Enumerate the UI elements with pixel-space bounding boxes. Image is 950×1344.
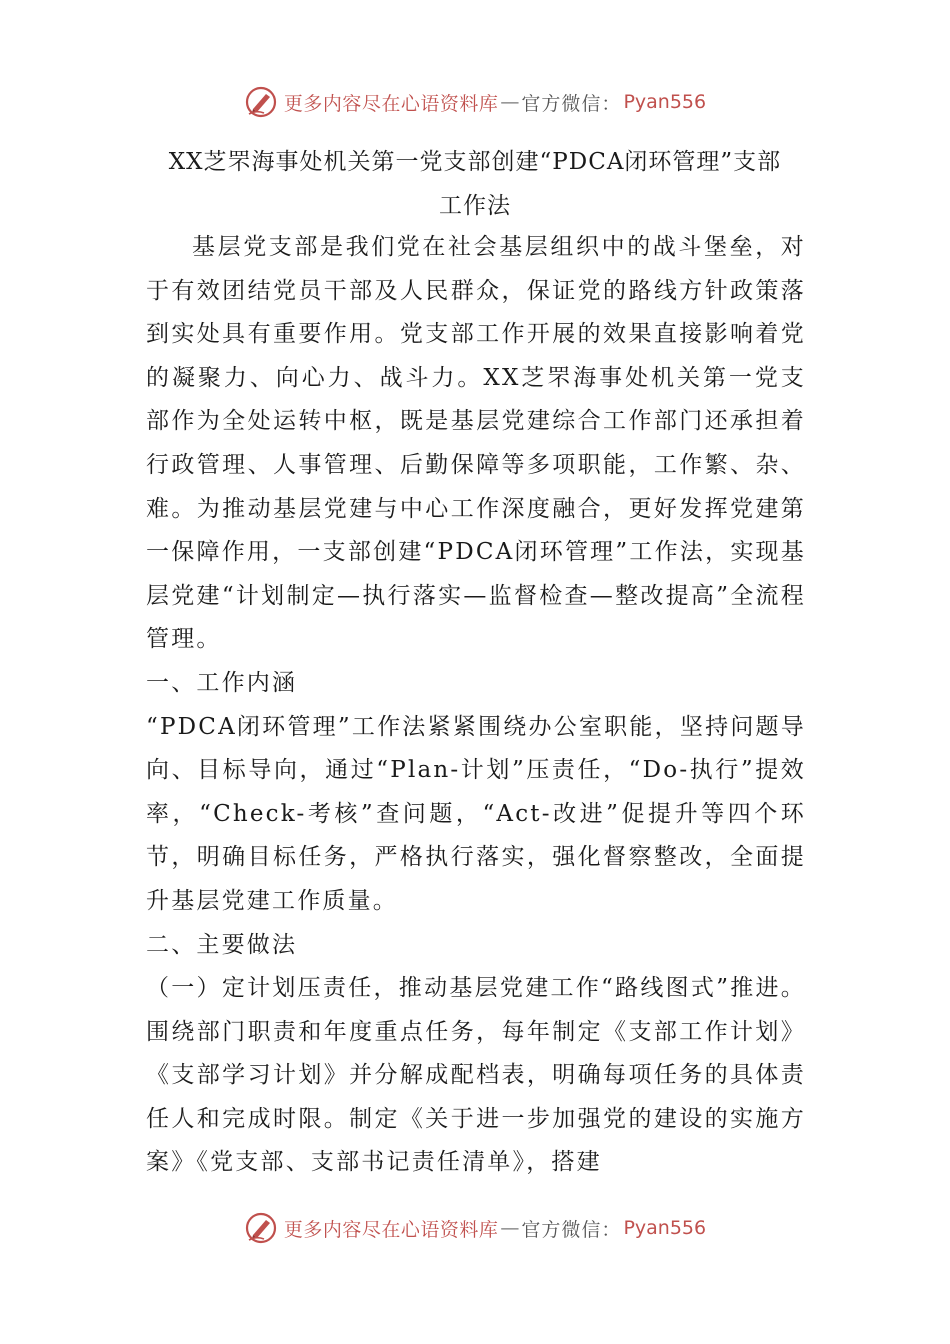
banner-content xyxy=(244,1211,706,1245)
banner-wechat-id: Pyan556 xyxy=(623,1217,707,1239)
section-heading-2: 二、主要做法 xyxy=(146,931,298,958)
banner-wechat-label: 官方微信： xyxy=(521,1218,622,1241)
section-paragraph-2: （一）定计划压责任，推动基层党建工作“路线图式”推进。围绕部门职责和年度重点任务，每年制定《支部工作计划》《支部学习计划》并分解成配档表，明确每项任务的具体责任人和完成时限。制定《关于进一步加强党的建设的实施方案》《党支部、支部书记责任清单》，搭建 xyxy=(146,975,806,1176)
pen-logo-icon xyxy=(244,85,278,119)
banner-content xyxy=(244,85,706,119)
banner-brand: 更多内容尽在心语资料库 xyxy=(283,92,499,115)
title-line-1: XX芝罘海事处机关第一党支部创建“PDCA闭环管理”支部 xyxy=(168,149,782,175)
document-title xyxy=(140,140,810,228)
title-line-2: 工作法 xyxy=(439,193,511,219)
intro-paragraph: 基层党支部是我们党在社会基层组织中的战斗堡垒，对于有效团结党员干部及人民群众，保证党的路线方针政策落到实处具有重要作用。党支部工作开展的效果直接影响着党的凝聚力、向心力、战斗力。XX芝罘海事处机关第一党支部作为全处运转中枢，既是基层党建综合工作部门还承担着行政管理、人事管理、后勤保障等多项职能，工作繁、杂、难。为推动基层党建与中心工作深度融合，更好发挥党建第一保障作用，一支部创建“PDCA闭环管理”工作法，实现基层党建“计划制定—执行落实—监督检查—整改提高”全流程管理。 xyxy=(146,234,806,653)
banner-wechat-label: 官方微信： xyxy=(521,92,622,115)
banner-wechat-id: Pyan556 xyxy=(623,91,707,113)
section-paragraph-1: “PDCA闭环管理”工作法紧紧围绕办公室职能，坚持问题导向、目标导向，通过“Plan-计划”压责任，“Do-执行”提效率，“Check-考核”查问题，“Act-改进”促提升等四个环节，明确目标任务，严格执行落实，强化督察整改，全面提升基层党建工作质量。 xyxy=(146,713,806,914)
document-body xyxy=(146,226,806,1185)
banner-brand: 更多内容尽在心语资料库 xyxy=(283,1218,499,1241)
header-banner xyxy=(0,82,950,122)
banner-separator: — xyxy=(500,91,520,113)
section-heading-1: 一、工作内涵 xyxy=(146,669,298,696)
banner-separator: — xyxy=(500,1217,520,1239)
footer-banner xyxy=(0,1208,950,1248)
pen-logo-icon xyxy=(244,1211,278,1245)
